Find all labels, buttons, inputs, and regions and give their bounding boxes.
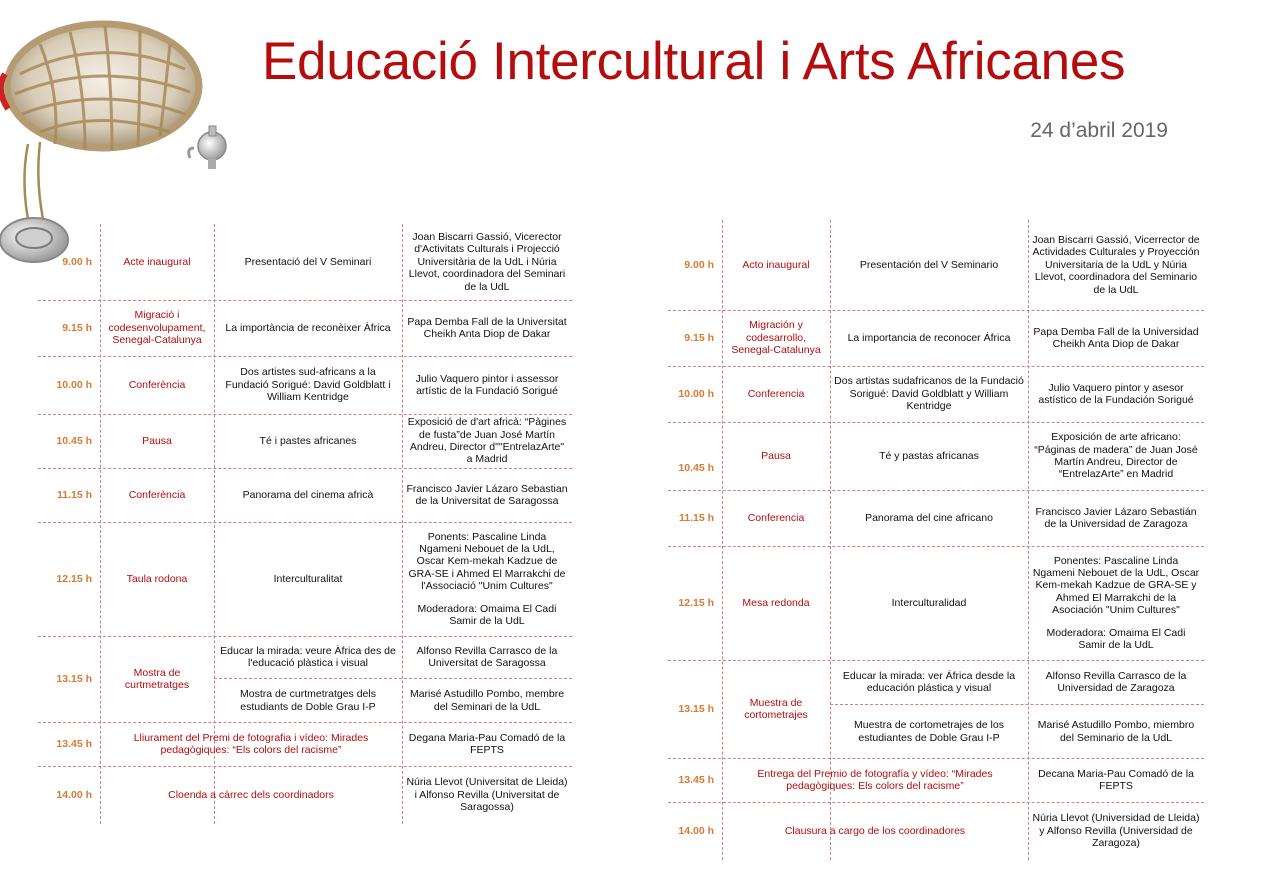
row-topic: Dos artistas sudafricanos de la Fundació Sorigué: David Goldblatt y William Kentridge [834, 375, 1024, 413]
row-speaker: Joan Biscarri Gassió, Vicerrector de Actividades Culturales y Proyección Universitaria de la UdL y Núria Llevot, coordinadora del Seminario de la UdL [1032, 233, 1200, 296]
row-moderator: Moderadora: Omaima El Cadi Samir de la UdL [1046, 626, 1186, 652]
schedule-row [38, 766, 572, 824]
row-time: 9.00 h [684, 258, 714, 271]
row-time: 11.15 h [678, 511, 714, 524]
schedule-row [668, 422, 1204, 491]
row-speaker: Degana Maria-Pau Comadó de la FEPTS [408, 731, 566, 756]
row-speaker: Núria Llevot (Universitat de Lleida) i Alfonso Revilla (Universitat de Saragossa) [406, 776, 568, 814]
row-speaker: Papa Demba Fall de la Universitat Cheikh Anta Diop de Dakar [407, 315, 567, 340]
row-topic: Interculturalitat [273, 572, 343, 585]
row-time: 13.15 h [678, 702, 714, 715]
row-topic: Educar la mirada: veure Àfrica des de l'educació plàstica i visual [220, 644, 396, 669]
row-topic: Educar la mirada: ver África desde la educación plástica y visual [842, 669, 1016, 694]
row-speaker-2: Marisé Astudillo Pombo, miembro del Seminario de la UdL [1037, 719, 1195, 744]
row-activity: Acto inaugural [742, 258, 810, 271]
schedule-row [668, 802, 1204, 860]
row-activity: Pausa [142, 434, 172, 447]
row-time: 9.15 h [62, 321, 92, 334]
row-activity: Conferencia [747, 387, 805, 400]
row-speaker-block [402, 522, 572, 636]
schedule-row [38, 224, 572, 301]
row-time: 10.00 h [56, 378, 92, 391]
row-speaker: Francisco Javier Lázaro Sebastian de la Universitat de Saragossa [406, 482, 568, 507]
row-time: 10.45 h [56, 434, 92, 447]
row-activity: Migración y codesarrollo, Senegal-Catalunya [731, 319, 821, 357]
row-topic: La importància de reconèixer Àfrica [225, 321, 391, 334]
row-time: 10.00 h [678, 387, 714, 400]
row-activity: Migració i codesenvolupament, Senegal-Catalunya [108, 309, 206, 347]
row-speaker: Francisco Javier Lázaro Sebastián de la Universidad de Zaragoza [1035, 505, 1197, 530]
row-topic: Dos artistes sud-africans a la Fundació Sorigué: David Goldblatt i William Kentridge [225, 366, 391, 404]
row-moderator: Moderadora: Omaima El Cadi Samir de la UdL [417, 602, 557, 628]
row-topic: Interculturalidad [891, 596, 967, 609]
row-speaker: Julio Vaquero pintor i assessor artístic de la Fundació Sorigué [415, 372, 559, 397]
row-speaker: Papa Demba Fall de la Universidad Cheikh Anta Diop de Dakar [1033, 325, 1199, 350]
schedule-row [38, 636, 572, 723]
schedule-row [668, 220, 1204, 311]
row-time: 13.45 h [56, 737, 92, 750]
row-speaker: Julio Vaquero pintor y asesor astístico de la Fundación Sorigué [1038, 381, 1194, 406]
row-topic: Té y pastas africanas [879, 449, 979, 462]
schedule-row [668, 660, 1204, 759]
schedule-catalan [38, 224, 572, 824]
row-activity: Mostra de curtmetratges [124, 666, 190, 691]
row-activity: Conferencia [747, 511, 805, 524]
row-speaker: Joan Biscarri Gassió, Vicerector d'Activitats Culturals i Projecció Universitària de la UdL i Núria Llevot, coordinadora del Seminari de la UdL [408, 230, 566, 293]
event-date: 24 d’abril 2019 [1030, 119, 1168, 142]
schedule-row [38, 356, 572, 415]
row-activity: Muestra de cortometrajes [744, 696, 808, 721]
schedule-row [668, 758, 1204, 803]
row-time: 9.00 h [62, 255, 92, 268]
row-speaker: Exposició de d'art africà: “Pàgines de fusta”de Juan José Martín Andreu, Director d""EntrelazArte" a Madrid [407, 416, 567, 466]
row-speaker: Alfonso Revilla Carrasco de la Universitat de Saragossa [416, 644, 558, 669]
row-time: 14.00 h [56, 788, 92, 801]
row-activity: Entrega del Premio de fotografía y vídeo: “Mirades pedagògiques: Els colors del racisme” [757, 767, 993, 792]
schedule-row [668, 310, 1204, 367]
row-speaker-2: Marisé Astudillo Pombo, membre del Seminari de la UdL [409, 688, 565, 713]
row-speaker: Alfonso Revilla Carrasco de la Universidad de Zaragoza [1045, 669, 1187, 694]
row-speaker: Ponentes: Pascaline Linda Ngameni Nebouet de la UdL, Oscar Kem-mekah Kadzue de GRA-SE y Ahmed El Marrakchi de la Asociación "Unim Cultures" [1032, 554, 1200, 617]
schedule-row [668, 490, 1204, 547]
schedule-row [38, 414, 572, 469]
row-activity: Taula rodona [126, 572, 188, 585]
schedule-spanish [668, 220, 1204, 860]
row-topic: Té i pastes africanes [259, 434, 357, 447]
row-topic: Panorama del cinema africà [242, 488, 374, 501]
schedule-row [38, 722, 572, 767]
row-activity: Cloenda a càrrec dels coordinadors [168, 788, 334, 801]
schedule-row [38, 522, 572, 637]
row-speaker: Ponents: Pascaline Linda Ngameni Nebouet de la UdL, Oscar Kem-mekah Kadzue de GRA-SE i Ahmed El Marrakchi de l'Associació "Unim Cultures" [408, 530, 566, 593]
row-activity: Conferència [128, 488, 186, 501]
row-time: 14.00 h [678, 824, 714, 837]
row-topic-2: Mostra de curtmetratges dels estudiants de Doble Grau I-P [240, 688, 376, 713]
row-time: 12.15 h [56, 572, 92, 585]
row-speaker: Exposición de arte africano: “Páginas de madera” de Juan José Martín Andreu, Director de “EntrelazArte” en Madrid [1034, 431, 1198, 481]
row-activity: Clausura a cargo de los coordinadores [784, 824, 966, 837]
row-time: 13.45 h [678, 773, 714, 786]
row-activity: Mesa redonda [742, 596, 810, 609]
row-topic-2: Muestra de cortometrajes de los estudiantes de Doble Grau I-P [854, 719, 1004, 744]
row-activity: Conferència [128, 378, 186, 391]
row-topic: Presentació del V Seminari [244, 255, 372, 268]
schedule-row [38, 300, 572, 357]
row-activity: Acte inaugural [123, 255, 191, 268]
row-speaker: Decana Maria-Pau Comadó de la FEPTS [1038, 767, 1194, 792]
row-topic: Panorama del cine africano [865, 511, 993, 524]
row-time: 11.15 h [56, 488, 92, 501]
row-speaker: Núria Llevot (Universidad de Lleida) y Alfonso Revilla (Universidad de Zaragoza) [1032, 812, 1200, 850]
row-activity: Pausa [761, 449, 791, 462]
schedule-row [38, 468, 572, 523]
row-speaker-block [1028, 546, 1204, 660]
row-topic: Presentación del V Seminario [859, 258, 999, 271]
row-topic: La importancia de reconocer África [847, 331, 1011, 344]
row-time: 12.15 h [678, 596, 714, 609]
schedule-row [668, 546, 1204, 661]
row-time: 9.15 h [684, 331, 714, 344]
schedule-row [668, 366, 1204, 423]
row-time: 13.15 h [56, 672, 92, 685]
row-time: 10.45 h [678, 461, 714, 474]
page-title: Educació Intercultural i Arts Africanes [262, 32, 1126, 91]
row-activity: Lliurament del Premi de fotografia i vídeo: Mirades pedagògiques: “Els colors del racisme” [133, 731, 369, 756]
